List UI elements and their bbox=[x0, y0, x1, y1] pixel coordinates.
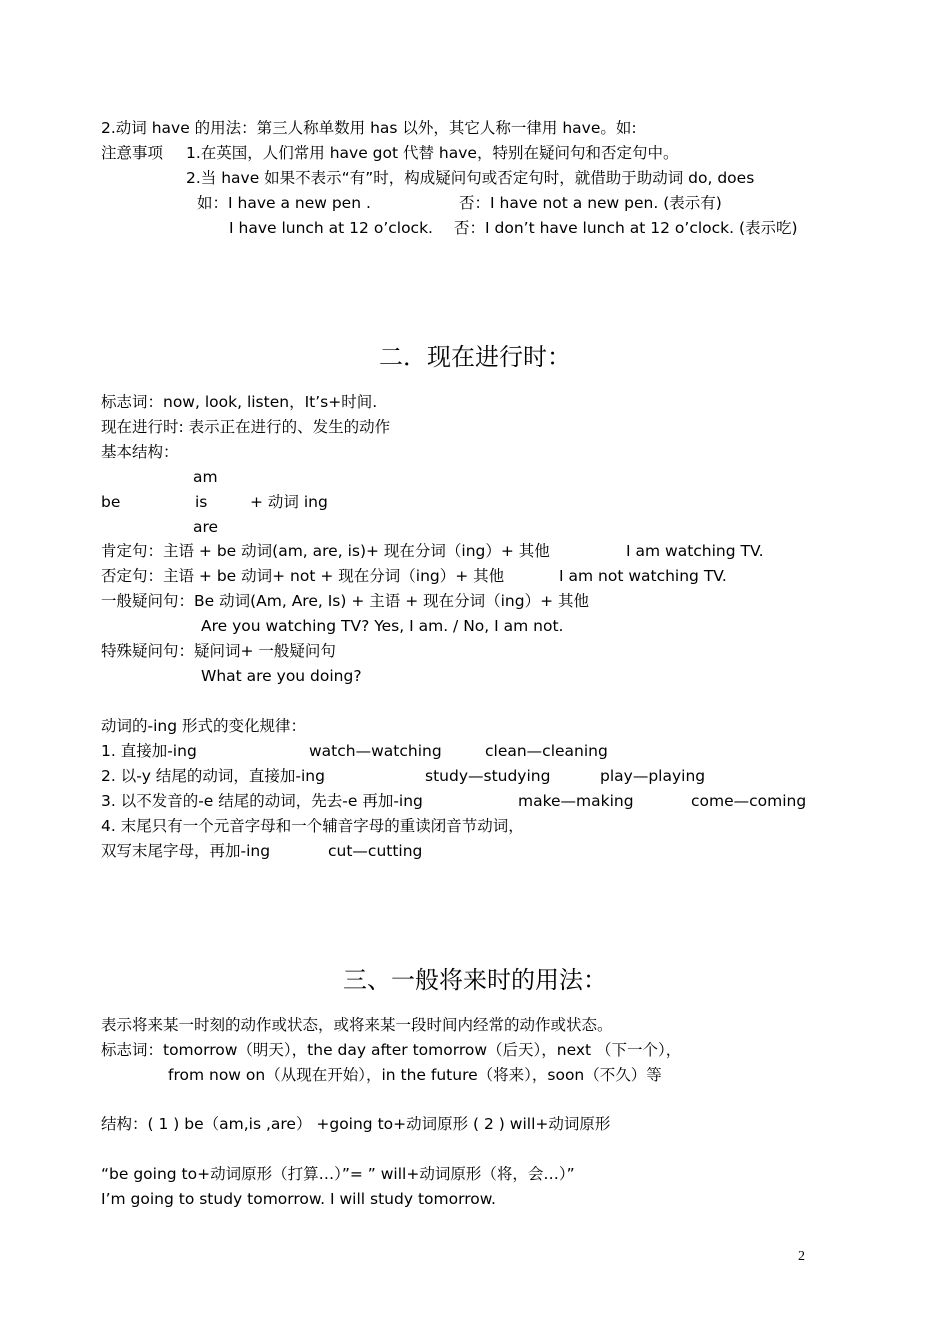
future-equivalence: “be going to+动词原形（打算…）”= ” will+动词原形（将，会…）” bbox=[101, 1165, 575, 1183]
note-label: 注意事项 bbox=[101, 144, 164, 162]
be-plus-verb-ing: + 动词 ing bbox=[250, 493, 328, 511]
example-1-affirmative: 如：I have a new pen . bbox=[197, 194, 371, 212]
ing-rule-3-example-1: make—making bbox=[518, 792, 634, 810]
question-example: Are you watching TV? Yes, I am. / No, I am not. bbox=[201, 617, 564, 635]
progressive-signal-words: 标志词：now, look, listen，It’s+时间. bbox=[101, 393, 378, 411]
ing-rule-4-example: cut—cutting bbox=[328, 842, 423, 860]
affirmative-example: I am watching TV. bbox=[626, 542, 764, 560]
future-signal-words-2: from now on（从现在开始），in the future（将来），soon（不久）等 bbox=[168, 1066, 662, 1084]
example-2-negative: 否：I don’t have lunch at 12 o’clock. (表示吃) bbox=[454, 219, 798, 237]
ing-rule-3-example-2: come—coming bbox=[691, 792, 807, 810]
ing-rule-1-example-1: watch—watching bbox=[309, 742, 442, 760]
ing-rule-4: 4. 末尾只有一个元音字母和一个辅音字母的重读闭音节动词， bbox=[101, 817, 524, 835]
wh-question-rule: 特殊疑问句：疑问词+ 一般疑问句 bbox=[101, 642, 336, 660]
ing-rules-title: 动词的-ing 形式的变化规律： bbox=[101, 717, 306, 735]
ing-rule-2-example-1: study—studying bbox=[425, 767, 551, 785]
future-heading: 三、一般将来时的用法： bbox=[343, 966, 607, 994]
negative-example: I am not watching TV. bbox=[559, 567, 727, 585]
page-number: 2 bbox=[798, 1249, 805, 1264]
be-are: are bbox=[193, 518, 219, 536]
ing-rule-2-example-2: play—playing bbox=[600, 767, 706, 785]
wh-question-example: What are you doing? bbox=[201, 667, 362, 685]
progressive-heading: 二．现在进行时： bbox=[379, 343, 571, 371]
ing-rule-1: 1. 直接加-ing bbox=[101, 742, 197, 760]
example-2-affirmative: I have lunch at 12 o’clock. bbox=[229, 219, 433, 237]
be-am: am bbox=[193, 468, 218, 486]
have-usage-title: 2.动词 have 的用法：第三人称单数用 has 以外，其它人称一律用 have。如: bbox=[101, 119, 637, 137]
structure-label: 基本结构： bbox=[101, 443, 179, 461]
progressive-definition: 现在进行时: 表示正在进行的、发生的动作 bbox=[101, 418, 391, 436]
ing-rule-2: 2. 以-y 结尾的动词，直接加-ing bbox=[101, 767, 325, 785]
example-1-negative: 否：I have not a new pen. (表示有) bbox=[459, 194, 722, 212]
future-signal-words-1: 标志词：tomorrow（明天），the day after tomorrow（后天），next （下一个）， bbox=[101, 1041, 682, 1059]
be-label: be bbox=[101, 493, 121, 511]
ing-rule-3: 3. 以不发音的-e 结尾的动词，先去-e 再加-ing bbox=[101, 792, 423, 810]
affirmative-rule: 肯定句：主语 + be 动词(am, are, is)+ 现在分词（ing）+ 其他 bbox=[101, 542, 550, 560]
future-example: I’m going to study tomorrow. I will study tomorrow. bbox=[101, 1190, 496, 1208]
note-1: 1.在英国，人们常用 have got 代替 have，特别在疑问句和否定句中。 bbox=[186, 144, 679, 162]
note-2: 2.当 have 如果不表示“有”时，构成疑问句或否定句时，就借助于助动词 do, does bbox=[186, 169, 755, 187]
be-is: is bbox=[195, 493, 208, 511]
future-definition: 表示将来某一时刻的动作或状态，或将来某一段时间内经常的动作或状态。 bbox=[101, 1016, 613, 1034]
negative-rule: 否定句：主语 + be 动词+ not + 现在分词（ing）+ 其他 bbox=[101, 567, 505, 585]
ing-rule-1-example-2: clean—cleaning bbox=[485, 742, 608, 760]
question-rule: 一般疑问句：Be 动词(Am, Are, Is) + 主语 + 现在分词（ing）+ 其他 bbox=[101, 592, 589, 610]
future-structure: 结构：( 1 ) be（am,is ,are） +going to+动词原形 ( 2 ) will+动词原形 bbox=[101, 1115, 611, 1133]
ing-rule-4-continued: 双写末尾字母，再加-ing bbox=[101, 842, 271, 860]
